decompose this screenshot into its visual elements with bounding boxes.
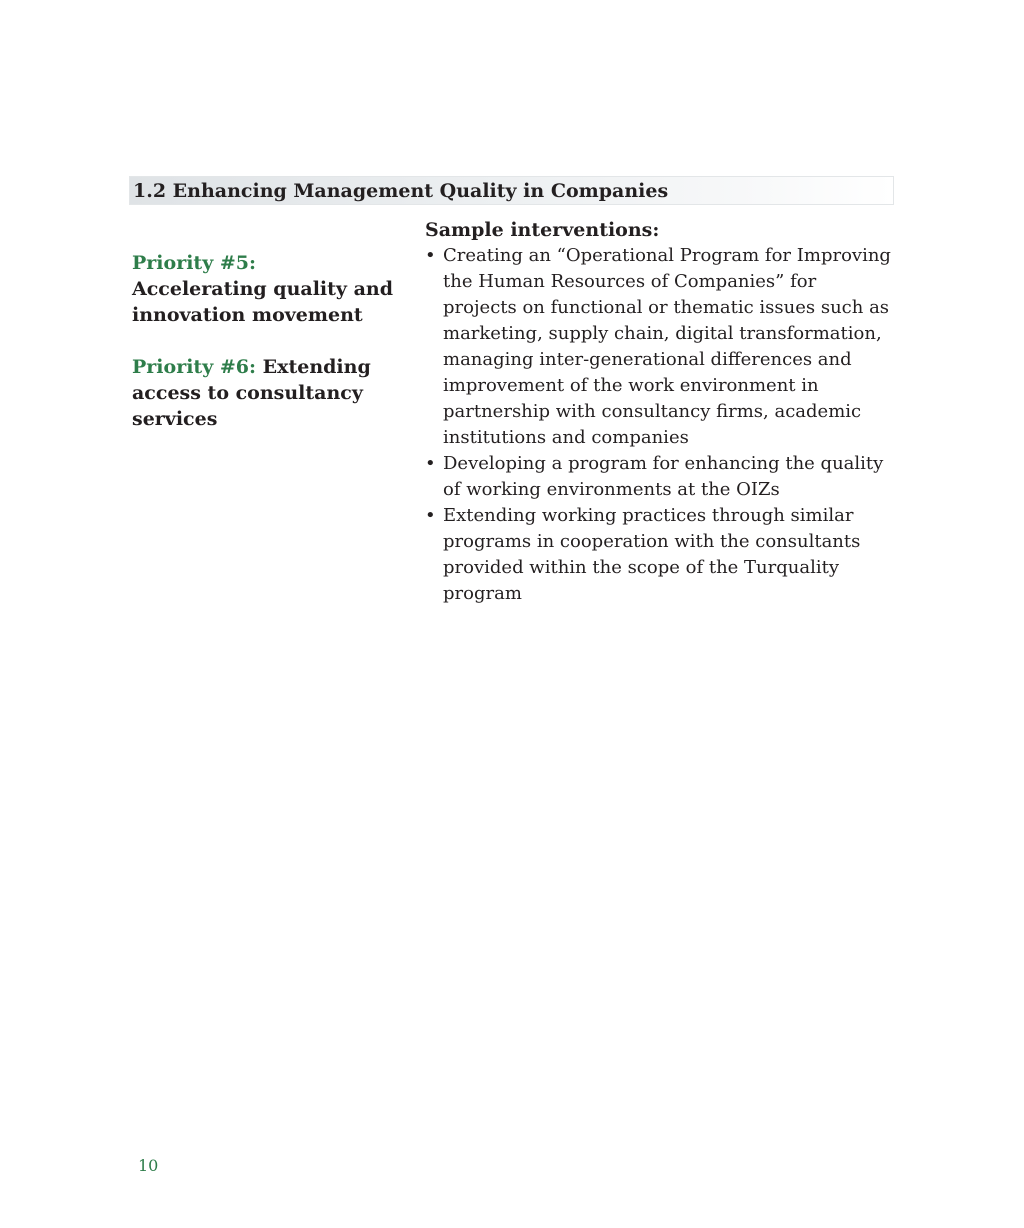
interventions-column — [425, 217, 895, 607]
list-item-text: Extending working practices through similar programs in cooperation with the consultants provided within the scope of the Turquality program — [443, 505, 861, 604]
bullet-icon: • — [425, 453, 436, 474]
list-item-text: Developing a program for enhancing the quality of working environments at the OIZs — [443, 453, 884, 500]
bullet-icon: • — [425, 505, 436, 526]
interventions-heading: Sample interventions: — [425, 219, 660, 241]
page-number: 10 — [138, 1156, 159, 1175]
priority-text: Extending access to consultancy services — [132, 356, 371, 430]
list-item-text: Creating an “Operational Program for Improving the Human Resources of Companies” for projects on functional or thematic issues such as marketing, supply chain, digital transformation, managing inter-generational differences and improvement of the work environment in partnership with consultancy firms, academic institutions and companies — [443, 245, 891, 448]
bullet-icon: • — [425, 245, 436, 266]
priority-6 — [132, 354, 394, 432]
priority-label: Priority #5: — [132, 252, 257, 274]
section-title: 1.2 Enhancing Management Quality in Companies — [133, 180, 669, 202]
priority-label: Priority #6: — [132, 356, 257, 378]
priority-5 — [132, 250, 394, 328]
priorities-column — [132, 250, 394, 458]
list-item — [425, 243, 895, 451]
section-header — [129, 176, 894, 205]
list-item — [425, 451, 895, 503]
interventions-list — [425, 243, 895, 607]
priority-text: Accelerating quality and innovation movement — [132, 278, 393, 326]
list-item — [425, 503, 895, 607]
